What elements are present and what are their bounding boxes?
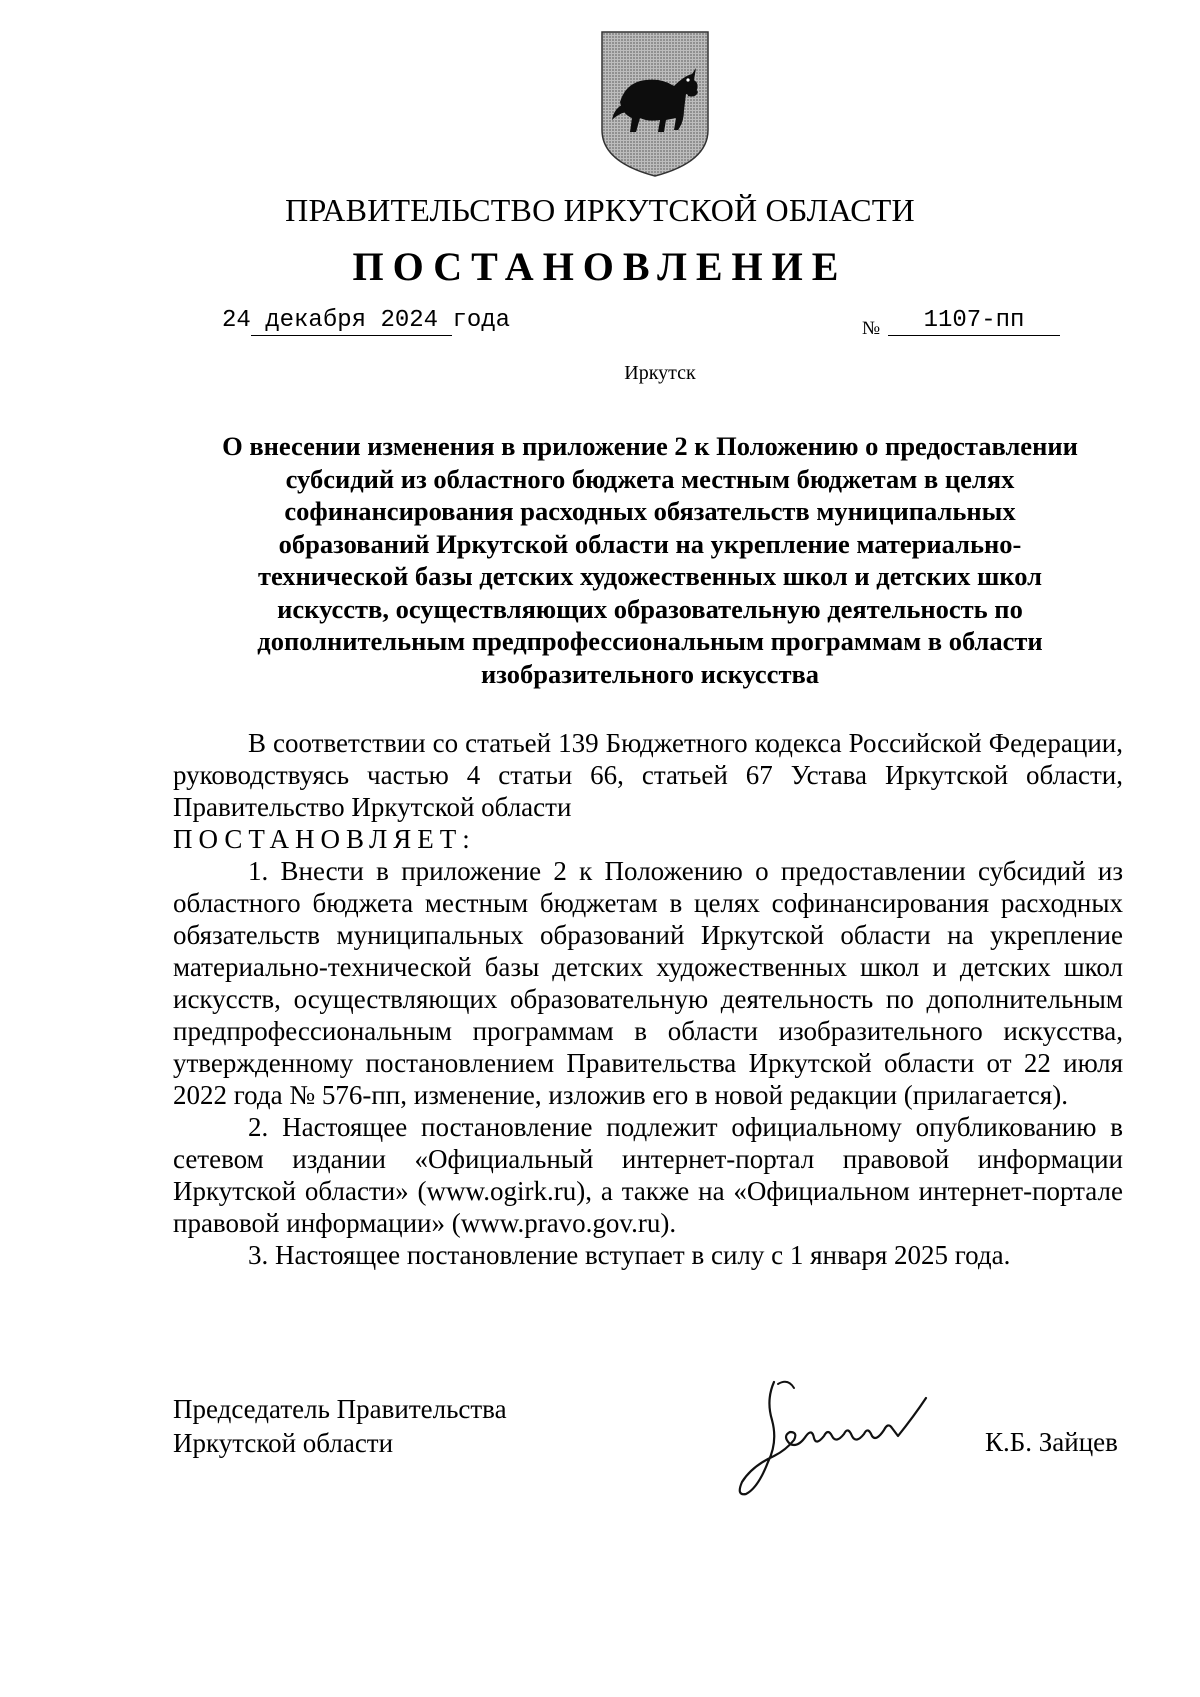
preamble-paragraph: В соответствии со статьей 139 Бюджетного кодекса Российской Федерации, руководствуясь частью 4 статьи 66, статьей 67 Устава Иркутской области, Правительство Иркутской области bbox=[173, 728, 1123, 822]
item-paragraph: 2. Настоящее постановление подлежит официальному опубликованию в сетевом издании «Официальный интернет-портал правовой информации Иркутской области» (www.ogirk.ru), а также на «Официальном интернет-портале правовой информации» (www.pravo.gov.ru). bbox=[173, 1112, 1123, 1238]
document-date bbox=[222, 307, 510, 334]
date-month-year: декабря 2024 bbox=[265, 307, 439, 334]
date-suffix: года bbox=[452, 307, 511, 334]
position-line: Иркутской области bbox=[173, 1428, 394, 1458]
heading-line: О внесении изменения в приложение 2 к Положению о предоставлении bbox=[222, 431, 1078, 461]
heading-line: образований Иркутской области на укрепление материально- bbox=[278, 528, 1022, 559]
document-heading bbox=[150, 430, 1150, 690]
heading-line: изобразительного искусства bbox=[480, 658, 820, 689]
number-sign: № bbox=[862, 318, 881, 339]
signatory-position bbox=[173, 1392, 507, 1460]
position-line: Председатель Правительства bbox=[173, 1394, 507, 1424]
document-type: ПОСТАНОВЛЕНИЕ bbox=[352, 244, 848, 289]
resolves-keyword: ПОСТАНОВЛЯЕТ: bbox=[173, 824, 476, 854]
coat-of-arms-icon bbox=[600, 30, 710, 178]
signatory-name: К.Б. Зайцев bbox=[985, 1427, 1118, 1457]
city: Иркутск bbox=[624, 362, 696, 384]
heading-line: субсидий из областного бюджета местным бюджетам в целях bbox=[285, 463, 1015, 494]
date-day: 24 bbox=[222, 307, 251, 334]
handwritten-signature-icon bbox=[728, 1370, 958, 1510]
heading-line: технической базы детских художественных школ и детских школ bbox=[257, 561, 1043, 591]
heading-line: искусств, осуществляющих образовательную деятельность по bbox=[277, 593, 1023, 624]
heading-line: софинансирования расходных обязательств муниципальных bbox=[284, 496, 1016, 526]
issuer-title: ПРАВИТЕЛЬСТВО ИРКУТСКОЙ ОБЛАСТИ bbox=[285, 192, 915, 228]
heading-line: дополнительным предпрофессиональным программам в области bbox=[257, 626, 1043, 656]
document-body bbox=[173, 727, 1123, 1271]
item-paragraph: 1. Внести в приложение 2 к Положению о предоставлении субсидий из областного бюджета местным бюджетам в целях софинансирования расходных обязательств муниципальных образований Иркутской области на укрепление материально-технической базы детских художественных школ и детских школ искусств, осуществляющих образовательную деятельность по дополнительным предпрофессиональным программам в области изобразительного искусства, утвержденному постановлением Правительства Иркутской области от 22 июля 2022 года № 576-пп, изменение, изложив его в новой редакции (прилагается). bbox=[173, 856, 1123, 1110]
document-number: 1107-пп bbox=[888, 307, 1060, 336]
item-paragraph: 3. Настоящее постановление вступает в силу с 1 января 2025 года. bbox=[248, 1240, 1011, 1270]
